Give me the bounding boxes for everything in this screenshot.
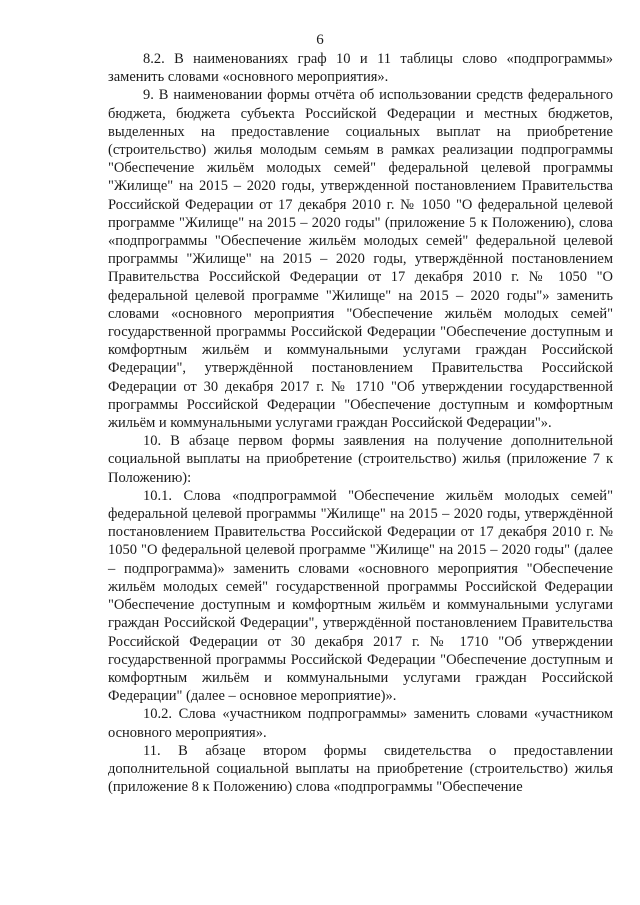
page-number: 6: [316, 32, 324, 48]
paragraph-10-2: 10.2. Слова «участником подпрограммы» заменить словами «участником основного мероприятия».: [108, 706, 613, 741]
paragraph-11: 11. В абзаце втором формы свидетельства о предоставлении дополнительной социальной выплаты на приобретение (строительство) жилья (приложение 8 к Положению) слова «подпрограммы "Обеспечение: [108, 742, 613, 796]
document-body: [108, 50, 613, 796]
paragraph-10: 10. В абзаце первом формы заявления на получение дополнительной социальной выплаты на приобретение (строительство) жилья (приложение 7 к Положению):: [108, 433, 613, 486]
paragraph-9: 9. В наименовании формы отчёта об использовании средств федерального бюджета, бюджета субъекта Российской Федерации и местных бюджетов, выделенных на предоставление социальных выплат на приобретение (строительство) жилья молодым семьям в рамках реализации подпрограммы "Обеспечение жильём молодых семей" федеральной целевой программы "Жилище" на 2015 – 2020 годы, утвержденной постановлением Правительства Российской Федерации от 17 декабря 2010 г. № 1050 "О федеральной целевой программе "Жилище" на 2015 – 2020 годы" (приложение 5 к Положению), слова «подпрограммы "Обеспечение жильём молодых семей" федеральной целевой программы "Жилище" на 2015 – 2020 годы, утверждённой постановлением Правительства Российской Федерации от 17 декабря 2010 г. № 1050 "О федеральной целевой программе "Жилище" на 2015 – 2020 годы"» заменить словами «основного мероприятия "Обеспечение жильём молодых семей" государственной программы Российской Федерации "Обеспечение доступным и комфортным жильём и коммунальными услугами граждан Российской Федерации", утверждённой постановлением Правительства Российской Федерации от 30 декабря 2017 г. № 1710 "Об утверждении государственной программы Российской Федерации "Обеспечение доступным и комфортным жильём и коммунальными услугами граждан Российской Федерации"».: [108, 87, 613, 432]
paragraph-10-1: 10.1. Слова «подпрограммой "Обеспечение жильём молодых семей" федеральной целевой программы "Жилище" на 2015 – 2020 годы, утверждённой постановлением Правительства Российской Федерации от 17 декабря 2010 г. № 1050 "О федеральной целевой программе "Жилище" на 2015 – 2020 годы" (далее – подпрограмма)» заменить словами «основного мероприятия "Обеспечение жильём молодых семей" государственной программы Российской Федерации "Обеспечение доступным и комфортным жильём и коммунальными услугами граждан Российской Федерации", утверждённой постановлением Правительства Российской Федерации от 30 декабря 2017 г. № 1710 "Об утверждении государственной программы Российской Федерации "Обеспечение доступным и комфортным жильём и коммунальными услугами граждан Российской Федерации" (далее – основное мероприятие)».: [108, 487, 613, 705]
paragraph-8-2: 8.2. В наименованиях граф 10 и 11 таблицы слово «подпрограммы» заменить словами «основного мероприятия».: [108, 51, 613, 86]
